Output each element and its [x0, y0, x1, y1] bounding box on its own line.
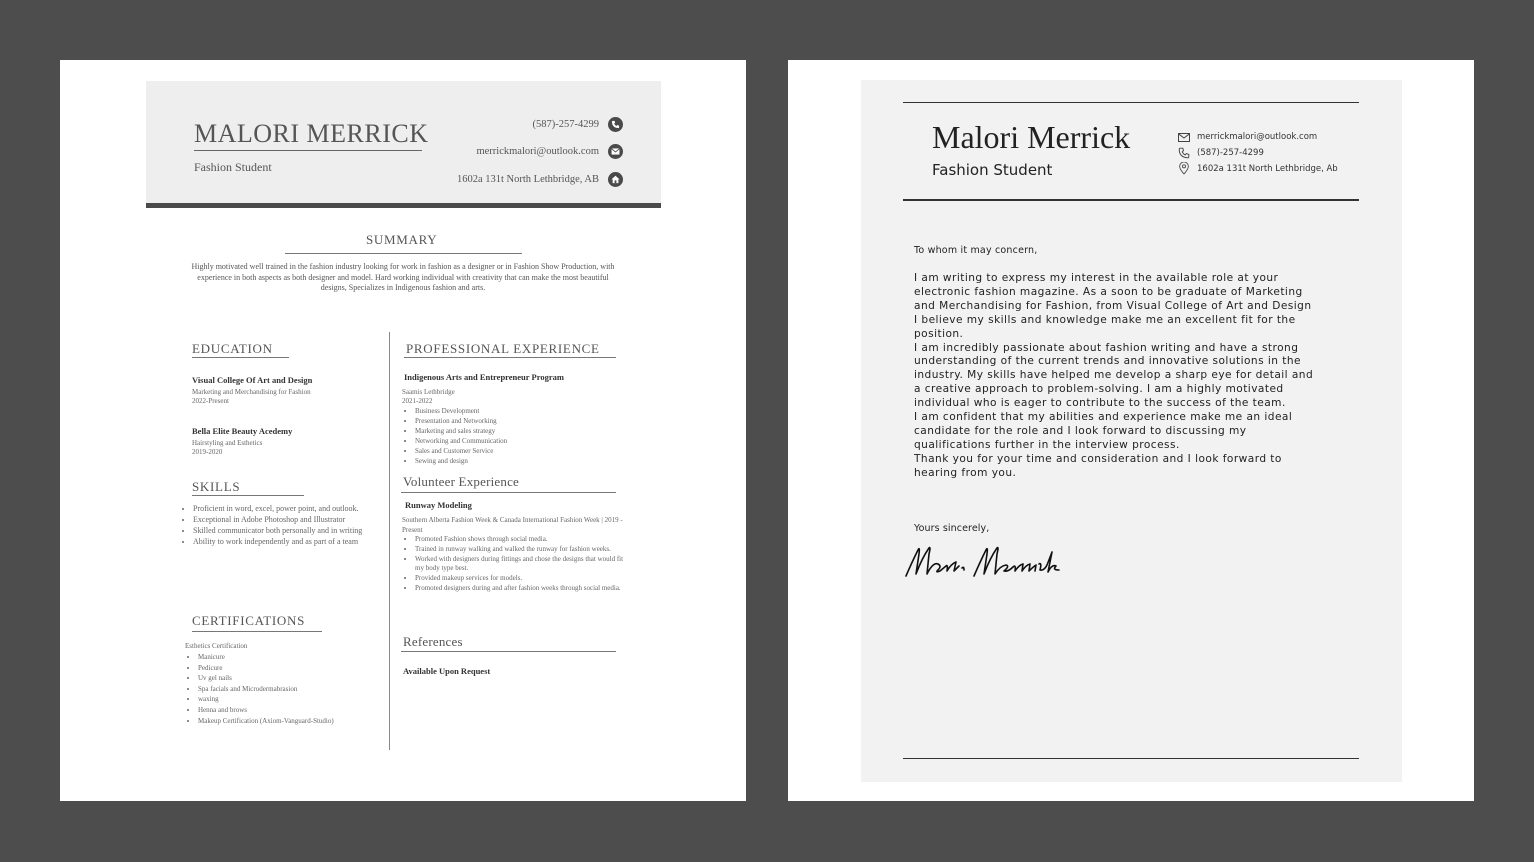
- contact-address: [457, 172, 623, 187]
- references-text: Available Upon Request: [403, 666, 491, 676]
- column-divider: [389, 332, 390, 750]
- home-icon: [608, 172, 623, 187]
- experience-dates: 2021-2022: [402, 397, 433, 405]
- resume-name: MALORI MERRICK: [194, 119, 429, 148]
- volunteer-rule: [401, 492, 616, 493]
- body-line: electronic fashion magazine. As a soon to be graduate of Marketing: [914, 285, 1303, 298]
- education-heading: EDUCATION: [192, 341, 273, 356]
- list-item: • Promoted Fashion shows through social media.: [415, 535, 626, 545]
- letter-top-rule: [903, 102, 1359, 103]
- list-item: • Trained in runway walking and walked the runway for fashion weeks.: [415, 545, 626, 555]
- mail-icon: [1178, 133, 1190, 142]
- summary-heading: SUMMARY: [366, 232, 438, 247]
- resume-header: [146, 81, 661, 204]
- body-line: a creative approach to problem-solving. I am a highly motivated: [914, 383, 1284, 396]
- letter-contact-address: [1178, 162, 1338, 175]
- summary-rule: [285, 253, 522, 254]
- experience-place: Saamis Lethbridge: [402, 388, 455, 396]
- list-item: • Uv gel nails: [198, 673, 367, 684]
- certifications-rule: [192, 631, 322, 632]
- edu-dates: 2019-2020: [192, 448, 223, 456]
- volunteer-role: Runway Modeling: [405, 500, 472, 510]
- list-item: • Makeup Certification (Axiom-Vanguard-Studio): [198, 716, 367, 727]
- experience-role: Indigenous Arts and Entrepreneur Program: [404, 372, 564, 382]
- letter-contact-phone: [1178, 147, 1264, 159]
- list-item: • Exceptional in Adobe Photoshop and Illustrator: [193, 514, 367, 525]
- letter-phone: (587)-257-4299: [1197, 148, 1264, 158]
- references-heading: References: [403, 634, 463, 649]
- location-pin-icon: [1178, 162, 1190, 175]
- certifications-list: [187, 652, 367, 726]
- list-item: • Pedicure: [198, 663, 367, 674]
- references-rule: [401, 651, 616, 652]
- contact-email: [476, 144, 623, 159]
- list-item: • Sewing and design: [415, 456, 604, 466]
- body-line: understanding of the current trends and innovative solutions in the: [914, 355, 1301, 368]
- body-line: I am confident that my abilities and experience make me an ideal: [914, 411, 1293, 424]
- phone-icon: [608, 117, 623, 132]
- volunteer-heading: Volunteer Experience: [403, 474, 520, 489]
- experience-rule: [404, 357, 616, 358]
- email-text: merrickmalori@outlook.com: [476, 146, 599, 157]
- list-item: • Skilled communicator both personally and in writing: [193, 525, 367, 536]
- list-item: • Provided makeup services for models.: [415, 574, 626, 584]
- list-item: • Sales and Customer Service: [415, 446, 604, 456]
- list-item: • Ability to work independently and as part of a team: [193, 536, 367, 547]
- letter-contact-email: [1178, 132, 1317, 142]
- skills-heading: SKILLS: [192, 479, 241, 494]
- body-line: industry. My skills have helped me develop a sharp eye for detail and: [914, 369, 1314, 382]
- letter-email: merrickmalori@outlook.com: [1197, 132, 1318, 142]
- phone-icon: [1178, 147, 1190, 159]
- body-line: hearing from you.: [914, 466, 1017, 479]
- letter-closing: Yours sincerely,: [914, 523, 990, 534]
- resume-page: [60, 60, 746, 801]
- edu-dates: 2022-Present: [192, 397, 229, 405]
- body-line: individual who is eager to contribute to the success of the team.: [914, 397, 1286, 410]
- list-item: • Henna and brows: [198, 705, 367, 716]
- summary-text: Highly motivated well trained in the fashion industry looking for work in fashion as a designer or in Fashion Show Production, with experience in both aspects as both designer and model. Hard working individual with creativity that can make the most beautiful designs, Specializes in Indigenous fashion and arts.: [191, 262, 615, 292]
- body-line: and Merchandising for Fashion, from Visual College of Art and Design: [914, 299, 1312, 312]
- body-line: I am writing to express my interest in the available role at your: [914, 272, 1279, 284]
- list-item: • Spa facials and Microdermabrasion: [198, 684, 367, 695]
- letter-name: Malori Merrick: [932, 119, 1131, 155]
- letter-body: [914, 272, 1313, 481]
- handwritten-signature: [902, 540, 1092, 585]
- edu-program: Marketing and Merchandising for Fashion: [192, 388, 311, 396]
- mail-icon: [608, 144, 623, 159]
- list-item: • Networking and Communication: [415, 436, 604, 446]
- resume-title: Fashion Student: [194, 160, 272, 174]
- experience-list: [404, 406, 604, 466]
- list-item: • Business Development: [415, 406, 604, 416]
- letter-bottom-rule: [903, 758, 1359, 759]
- body-line: candidate for the role and I look forward to discussing my: [914, 424, 1247, 437]
- cover-letter-page: [788, 60, 1474, 801]
- letter-address: 1602a 131t North Lethbridge, Ab: [1197, 163, 1338, 174]
- letter-salutation: To whom it may concern,: [914, 245, 1038, 256]
- edu-school: Visual College Of Art and Design: [192, 375, 313, 385]
- name-underline: [194, 150, 422, 151]
- phone-text: (587)-257-4299: [532, 119, 599, 130]
- letter-header-rule: [903, 199, 1359, 201]
- list-item: • Proficient in word, excel, power point, and outlook.: [193, 503, 367, 514]
- volunteer-place: Southern Alberta Fashion Week & Canada International Fashion Week | 2019 - Present: [402, 516, 623, 534]
- body-line: I believe my skills and knowledge make me an excellent fit for the: [914, 313, 1296, 326]
- list-item: • Promoted designers during and after fashion weeks through social media.: [415, 584, 626, 594]
- edu-program: Hairstyling and Esthetics: [192, 439, 263, 447]
- list-item: • Worked with designers during fittings and chose the designs that would fit my body type best.: [415, 555, 626, 575]
- experience-heading: PROFESSIONAL EXPERIENCE: [406, 341, 600, 356]
- address-text: 1602a 131t North Lethbridge, AB: [456, 174, 599, 185]
- skills-list: [182, 503, 367, 547]
- volunteer-list: [404, 535, 626, 594]
- list-item: • Manicure: [198, 652, 367, 663]
- list-item: • Presentation and Networking: [415, 416, 604, 426]
- skills-rule: [192, 495, 304, 496]
- edu-school: Bella Elite Beauty Acedemy: [192, 426, 293, 436]
- letter-title: Fashion Student: [932, 161, 1053, 179]
- contact-phone: [533, 117, 624, 132]
- certifications-heading: CERTIFICATIONS: [192, 613, 306, 628]
- list-item: • waxing: [198, 694, 367, 705]
- header-bottom-bar: [146, 203, 661, 208]
- body-line: Thank you for your time and consideration and I look forward to: [914, 452, 1282, 465]
- body-line: position.: [914, 327, 964, 340]
- cert-intro: Esthetics Certification: [185, 642, 248, 650]
- education-rule: [192, 357, 289, 358]
- body-line: I am incredibly passionate about fashion writing and have a strong: [914, 341, 1299, 354]
- list-item: • Marketing and sales strategy: [415, 426, 604, 436]
- body-line: qualifications further in the interview process.: [914, 438, 1180, 451]
